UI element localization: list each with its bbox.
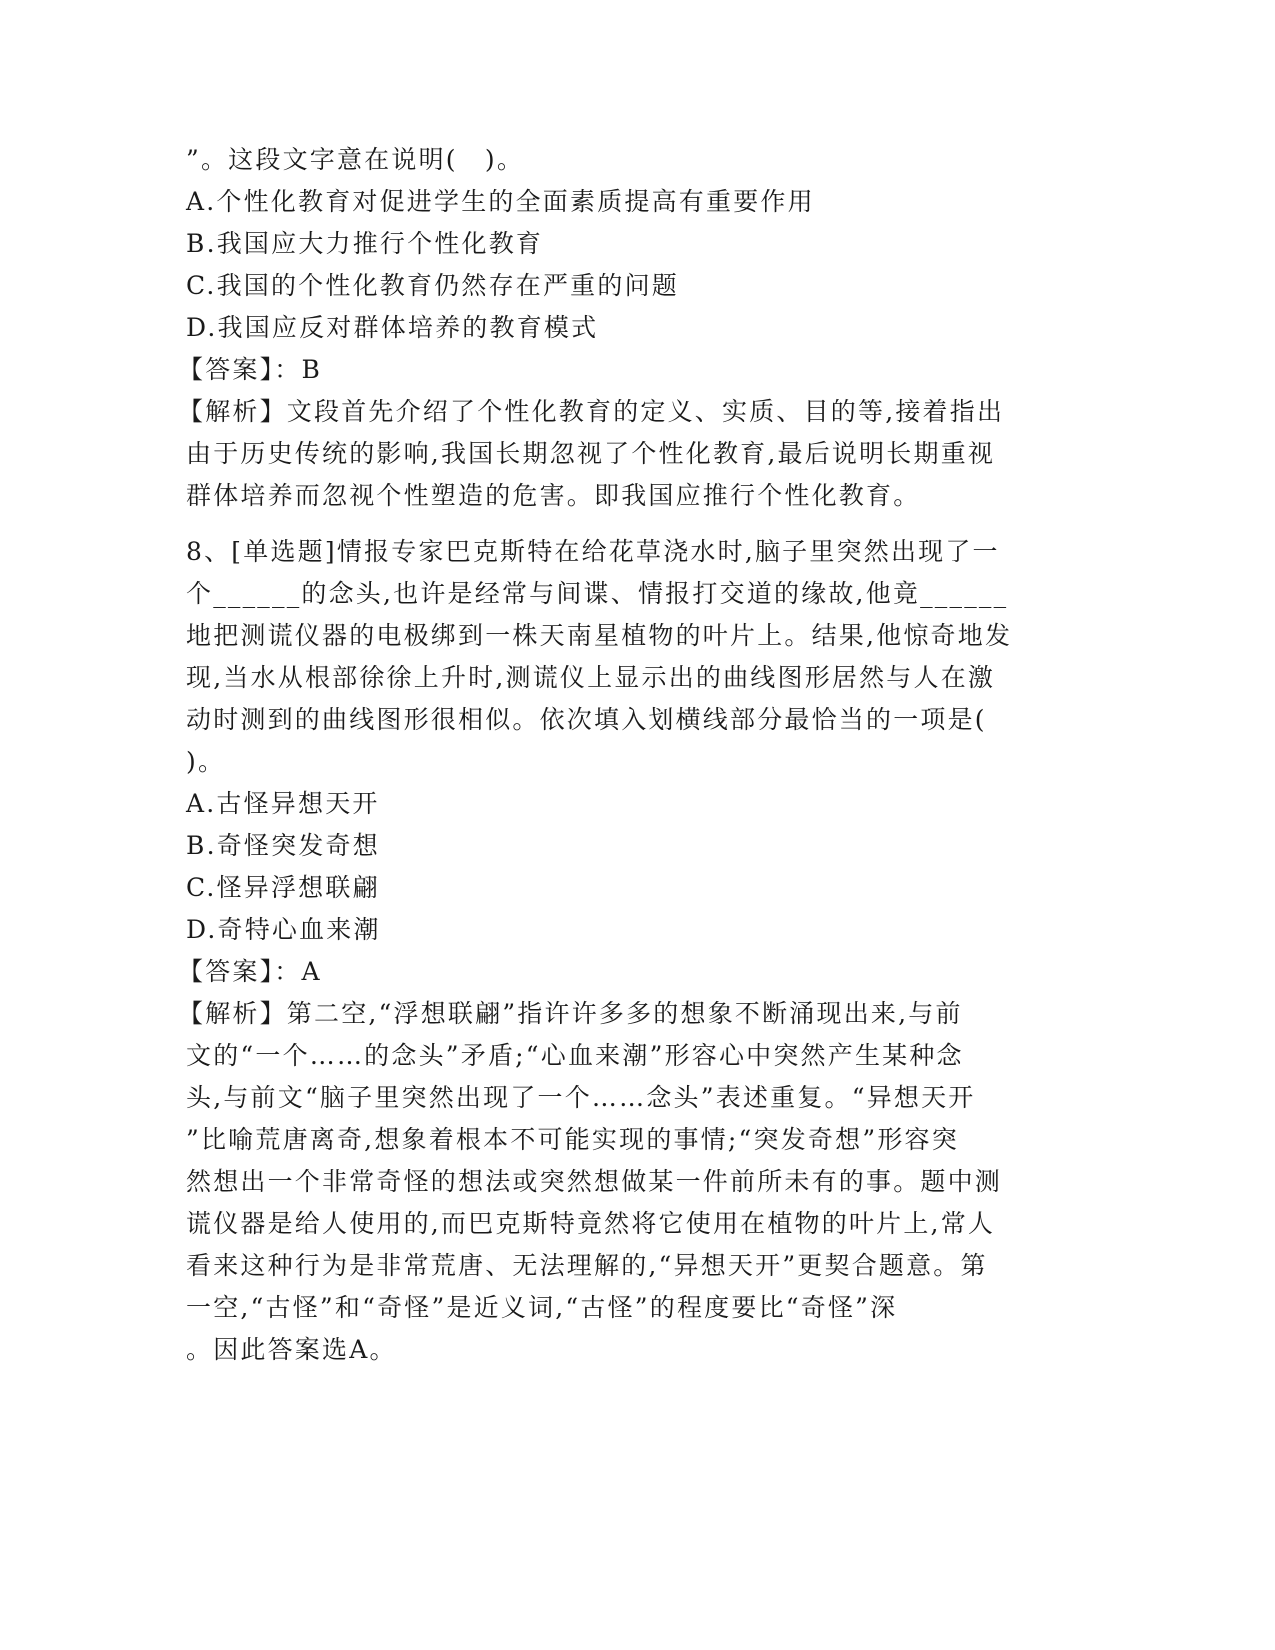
analysis-line: 群体培养而忽视个性塑造的危害。即我国应推行个性化教育。 xyxy=(186,481,921,510)
answer-line: 【答案】：A xyxy=(178,957,322,986)
question-stem-line: 动时测到的曲线图形很相似。依次填入划横线部分最恰当的一项是( xyxy=(186,705,987,734)
analysis-line: 一空,“古怪”和“奇怪”是近义词,“古怪”的程度要比“奇怪”深 xyxy=(186,1293,898,1322)
analysis-line: 【解析】第二空,“浮想联翩”指许许多多的想象不断涌现出来,与前 xyxy=(178,999,963,1028)
analysis-line: 头,与前文“脑子里突然出现了一个……念头”表述重复。“异想天开 xyxy=(186,1083,976,1112)
answer-line: 【答案】：B xyxy=(178,355,323,384)
analysis-line: 。因此答案选A。 xyxy=(186,1335,397,1364)
analysis-line: 文的“一个……的念头”矛盾;“心血来潮”形容心中突然产生某种念 xyxy=(186,1041,964,1070)
question-stem-line: )。 xyxy=(186,747,226,776)
analysis-line: 谎仪器是给人使用的,而巴克斯特竟然将它使用在植物的叶片上,常人 xyxy=(186,1209,996,1238)
analysis-line: 看来这种行为是非常荒唐、无法理解的,“异想天开”更契合题意。第 xyxy=(186,1251,988,1280)
analysis-line: 然想出一个非常奇怪的想法或突然想做某一件前所未有的事。题中测 xyxy=(186,1167,1003,1196)
question-stem-line: 现,当水从根部徐徐上升时,测谎仪上显示出的曲线图形居然与人在激 xyxy=(186,663,996,692)
question-stem-line: 8、[单选题]情报专家巴克斯特在给花草浇水时,脑子里突然出现了一 xyxy=(186,537,1000,566)
question-stem-line: 地把测谎仪器的电极绑到一株天南星植物的叶片上。结果,他惊奇地发 xyxy=(186,621,1013,650)
option-b: B.奇怪突发奇想 xyxy=(186,831,380,860)
question-stem-line: 个______的念头,也许是经常与间谍、情报打交道的缘故,他竟______ xyxy=(186,579,1009,608)
analysis-line: ”比喻荒唐离奇,想象着根本不可能实现的事情;“突发奇想”形容突 xyxy=(186,1125,959,1154)
option-b: B.我国应大力推行个性化教育 xyxy=(186,229,544,258)
option-d: D.奇特心血来潮 xyxy=(186,915,381,944)
question-stem-tail: ”。这段文字意在说明( )。 xyxy=(186,145,525,174)
option-a: A.个性化教育对促进学生的全面素质提高有重要作用 xyxy=(186,187,815,216)
analysis-line: 【解析】文段首先介绍了个性化教育的定义、实质、目的等,接着指出 xyxy=(178,397,1005,426)
option-a: A.古怪异想天开 xyxy=(186,789,380,818)
analysis-line: 由于历史传统的影响,我国长期忽视了个性化教育,最后说明长期重视 xyxy=(186,439,996,468)
option-c: C.我国的个性化教育仍然存在严重的问题 xyxy=(186,271,679,300)
option-c: C.怪异浮想联翩 xyxy=(186,873,380,902)
option-d: D.我国应反对群体培养的教育模式 xyxy=(186,313,599,342)
